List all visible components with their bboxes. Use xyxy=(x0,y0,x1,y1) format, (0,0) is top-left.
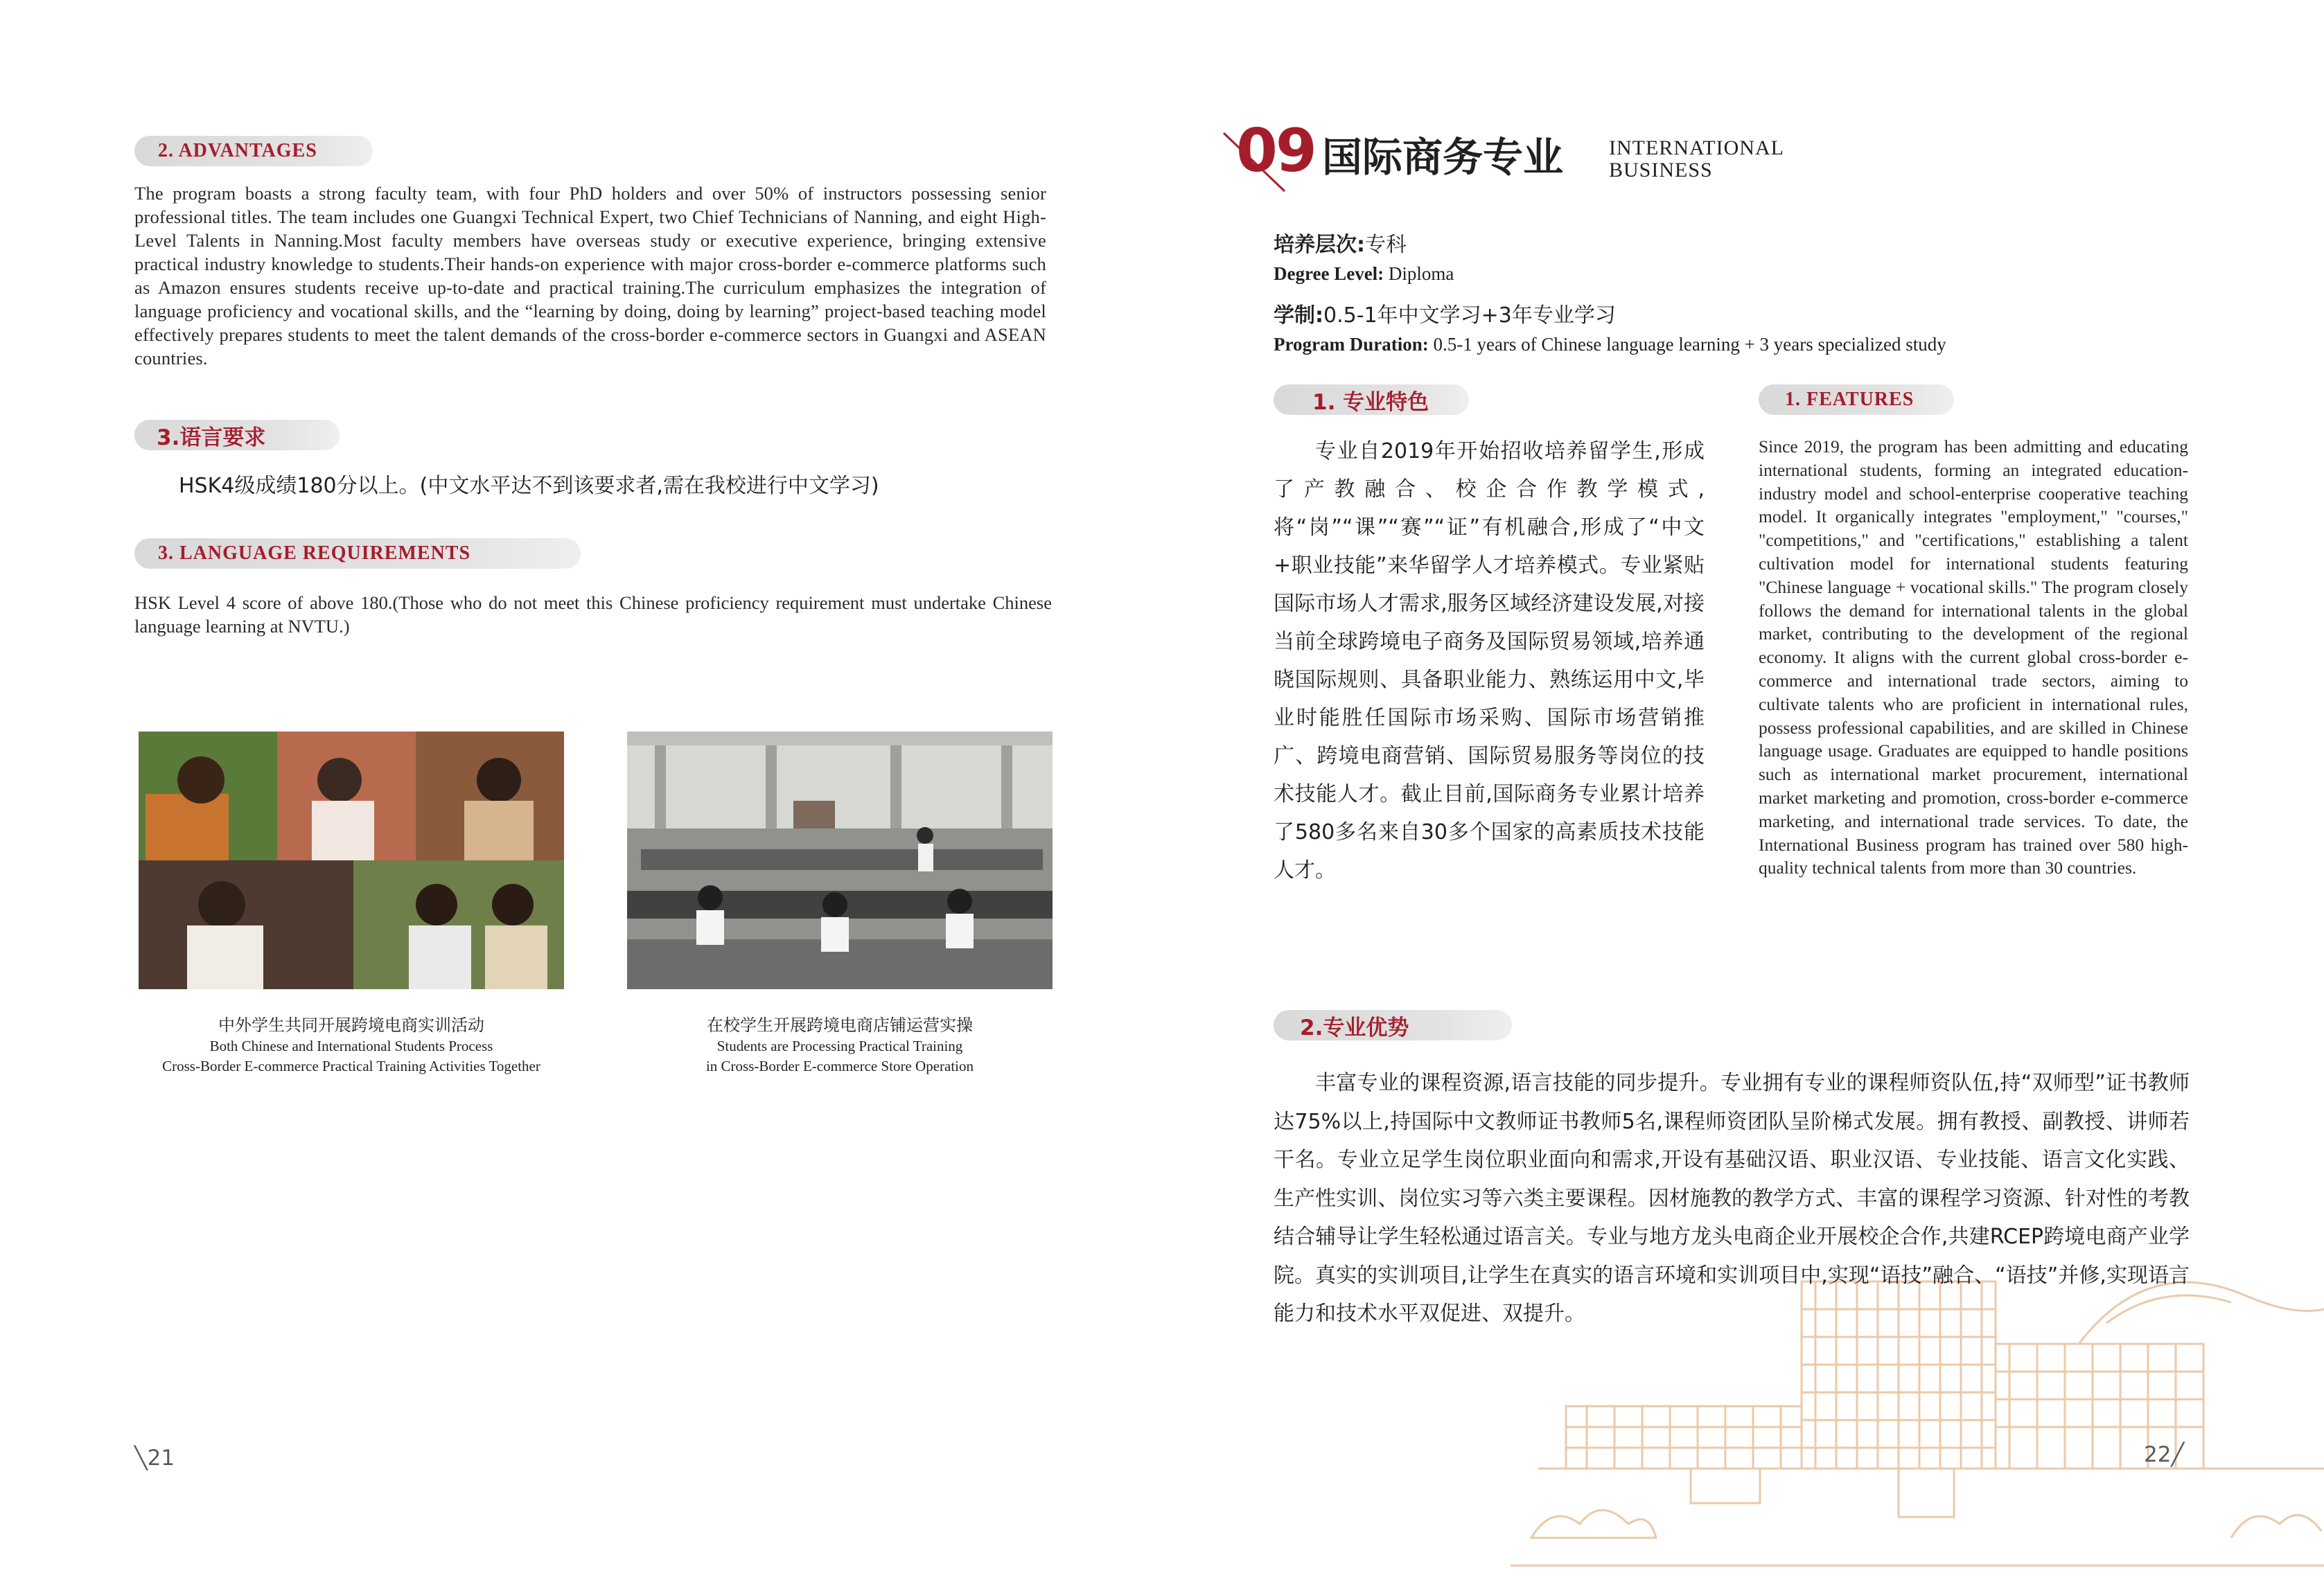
classroom-image xyxy=(627,732,1053,989)
right-page-number-text: 22 xyxy=(2144,1442,2172,1467)
features-cn-heading xyxy=(1274,384,1469,415)
language-cn-body: HSK4级成绩180分以上。(中文水平达不到该要求者,需在我校进行中文学习) xyxy=(179,474,879,498)
advantages-cn-heading-text: 2.专业优势 xyxy=(1300,1015,1409,1040)
major-title-en xyxy=(1609,137,1784,181)
duration-cn-label: 学制: xyxy=(1274,303,1323,328)
photo2-caption-en-2: in Cross-Border E-commerce Store Operation xyxy=(705,1058,974,1074)
photo1-caption-en-2: Cross-Border E-commerce Practical Training Activities Together xyxy=(162,1058,540,1074)
features-en-body: Since 2019, the program has been admitting and educating international students, forming an integrated education-industry model and school-enterprise cooperative teaching model. It organically integrates "employment," "courses," "competitions," and "certifications," establishing a talent cultivation model for international students featuring "Chinese language + vocational skills." The program closely follows the demand for international talents in the global market, contributing to the development of the regional economy. It aligns with the current global cross-border e-commerce and international trade sectors, aiming to cultivate talents who are proficient in international rules, possess professional capabilities, and are skilled in Chinese language usage. Graduates are equipped to handle positions such as international market procurement, international market marketing and promotion, cross-border e-commerce marketing, and international trade services. To date, the International Business program has trained over 580 high-quality technical talents from more than 30 countries. xyxy=(1759,436,2188,878)
photo-classroom xyxy=(627,732,1053,989)
major-title-en-line1: INTERNATIONAL xyxy=(1609,136,1784,159)
collage-image xyxy=(139,732,564,989)
advantages-heading xyxy=(134,136,373,166)
major-title-en-line2: BUSINESS xyxy=(1609,159,1713,181)
language-en-body: HSK Level 4 score of above 180.(Those who do not meet this Chinese proficiency requirement must undertake Chinese language learning at NVTU.) xyxy=(134,592,1052,637)
photo1-caption xyxy=(125,1014,578,1076)
features-cn-body: 专业自2019年开始招收培养留学生,形成了产教融合、校企合作教学模式,将“岗”“课”“赛”“证”有机融合,形成了“中文+职业技能”来华留学人才培养模式。专业紧贴国际市场人才需求,服务区域经济建设发展,对接当前全球跨境电子商务及国际贸易领域,培养通晓国际规则、具备职业能力、熟练运用中文,毕业时能胜任国际市场采购、国际市场营销推广、跨境电商营销、国际贸易服务等岗位的技术技能人才。截止目前,国际商务专业累计培养了580多名来自30多个国家的高素质技术技能人才。 xyxy=(1274,439,1705,883)
photo2-caption xyxy=(627,1014,1053,1076)
photo-students-collage xyxy=(139,732,564,989)
features-cn-heading-text: 1. 专业特色 xyxy=(1312,389,1429,415)
major-title-cn: 国际商务专业 xyxy=(1322,134,1564,181)
degree-cn xyxy=(1274,231,1407,259)
degree-en-label: Degree Level: xyxy=(1274,263,1384,284)
advantages-heading-text: 2. ADVANTAGES xyxy=(158,140,317,161)
left-page-number-mark: ╲ xyxy=(134,1446,148,1471)
major-number: 09 xyxy=(1236,116,1315,186)
right-page-number-mark: ╱ xyxy=(2171,1442,2185,1467)
degree-en-value: Diploma xyxy=(1388,263,1454,284)
language-en-heading-text: 3. LANGUAGE REQUIREMENTS xyxy=(158,542,471,564)
photo1-caption-en-1: Both Chinese and International Students Process xyxy=(209,1038,493,1054)
degree-cn-label: 培养层次: xyxy=(1274,233,1365,257)
duration-en-value: 0.5-1 years of Chinese language learning + 3 years specialized study xyxy=(1433,334,1946,355)
photo2-caption-cn: 在校学生开展跨境电商店铺运营实操 xyxy=(707,1016,973,1035)
degree-cn-value: 专科 xyxy=(1365,233,1407,257)
duration-en-label: Program Duration: xyxy=(1274,334,1429,355)
language-cn-heading xyxy=(134,420,340,450)
advantages-body: The program boasts a strong faculty team, with four PhD holders and over 50% of instructors possessing senior professional titles. The team includes one Guangxi Technical Expert, two Chief Technicians of Nanning, and eight High-Level Talents in Nanning.Most faculty members have overseas study or executive experience, bringing extensive practical industry knowledge to students.Their hands-on experience with major cross-border e-commerce platforms such as Amazon ensures students receive up-to-date and practical training.The curriculum emphasizes the integration of language proficiency and vocational skills, and the “learning by doing, doing by learning” project-based teaching model effectively prepares students to meet the talent demands of the cross-border e-commerce sectors in Guangxi and ASEAN countries. xyxy=(134,183,1046,369)
advantages-cn-body: 丰富专业的课程资源,语言技能的同步提升。专业拥有专业的课程师资队伍,持“双师型”证书教师达75%以上,持国际中文教师证书教师5名,课程师资团队呈阶梯式发展。拥有教授、副教授、讲师若干名。专业立足学生岗位职业面向和需求,开设有基础汉语、职业汉语、专业技能、语言文化实践、生产性实训、岗位实习等六类主要课程。因材施教的教学方式、丰富的课程学习资源、针对性的考教结合辅导让学生轻松通过语言关。专业与地方龙头电商企业开展校企合作,共建RCEP跨境电商产业学院。真实的实训项目,让学生在真实的语言环境和实训项目中,实现“语技”融合、“语技”并修,实现语言能力和技术水平双促进、双提升。 xyxy=(1274,1071,2190,1326)
duration-en xyxy=(1274,333,1946,356)
language-cn-heading-text: 3.语言要求 xyxy=(157,425,266,450)
degree-en xyxy=(1274,262,1454,285)
duration-cn-value: 0.5-1年中文学习+3年专业学习 xyxy=(1323,303,1616,328)
features-en-heading-text: 1. FEATURES xyxy=(1785,389,1914,410)
language-en-heading xyxy=(134,538,581,569)
photo2-caption-en-1: Students are Processing Practical Training xyxy=(716,1038,963,1054)
advantages-cn-heading xyxy=(1274,1010,1512,1040)
left-page-number-text: 21 xyxy=(147,1446,175,1471)
right-page-number xyxy=(2144,1442,2184,1467)
features-en-heading xyxy=(1759,384,1954,415)
left-page-number xyxy=(134,1446,175,1471)
duration-cn xyxy=(1274,302,1616,330)
photo1-caption-cn: 中外学生共同开展跨境电商实训活动 xyxy=(218,1016,484,1035)
